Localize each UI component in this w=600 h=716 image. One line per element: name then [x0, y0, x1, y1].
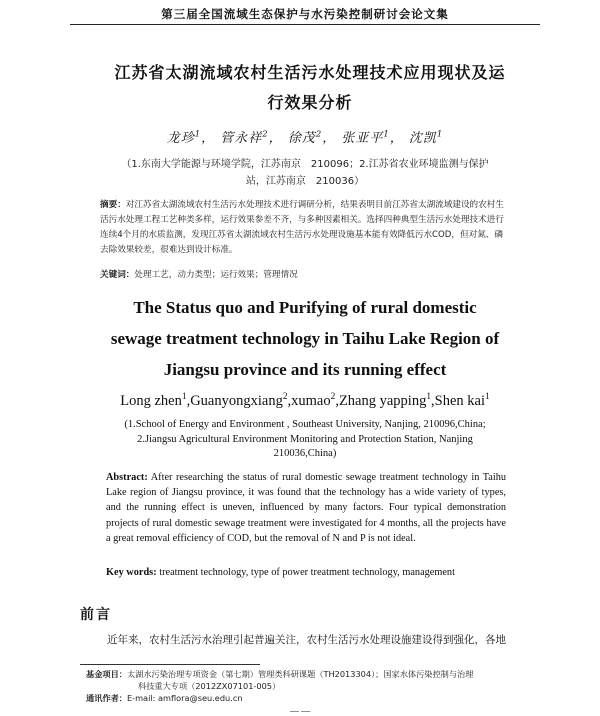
chinese-title-line-1: 江苏省太湖流域农村生活污水处理技术应用现状及运 — [114, 63, 506, 82]
chinese-author: 徐茂$^2$ — [287, 128, 323, 146]
footnote-fund-line-1: 太湖水污染治理专项资金（第七期）管理类科研课题（TH2013304）；国家水体污染控制与治理 — [126, 669, 474, 679]
footnote-contact-label: 通讯作者： — [86, 693, 127, 703]
chinese-author-list: 龙珍$^1$， 管永祥$^2$， 徐茂$^2$， 张亚平$^1$， 沈凯$^1$ — [166, 128, 444, 146]
english-title-line-2: sewage treatment technology in Taihu Lake Region of — [110, 329, 500, 348]
footnote-fund-label: 基金项目： — [86, 669, 127, 679]
chinese-author: 张亚平$^1$ — [341, 128, 390, 146]
section-heading: 前言 — [80, 607, 112, 623]
chinese-affiliation-line-2: 站，江苏南京 210036） — [245, 176, 365, 187]
chinese-affiliation-line-1: （1.东南大学能源与环境学院，江苏南京 210096；2.江苏省农业环境监测与保护 — [121, 159, 489, 170]
header-rule — [70, 24, 540, 25]
english-author: Guanyongxiang$^2$, — [190, 392, 292, 409]
body-paragraph: 近年来，农村生活污水治理引起普遍关注，农村生活污水处理设施建设得到强化，各地 — [107, 634, 506, 646]
chinese-author: 龙珍$^1$ — [166, 128, 202, 146]
chinese-author: 管永祥$^2$ — [220, 128, 269, 146]
chinese-abstract-text: 对江苏省太湖流域农村生活污水处理技术进行调研分析，结果表明目前江苏省太湖流域建设的农村生活污水处理工程工艺种类多样，运行效果参差不齐，与多种因素相关。选择四种典型生活污水处理技术进行连续4个月的水质监测，发现江苏省太湖流域农村生活污水处理设施基本能有效降低污水COD，但对氮、磷去除效果较差，很难达到设计标准。 — [100, 200, 504, 255]
english-affiliation-line-3: 210036,China) — [273, 448, 337, 459]
english-affiliation-line-1: (1.School of Energy and Environment , Southeast University, Nanjing, 210096,China; — [124, 419, 486, 430]
english-abstract — [106, 470, 506, 546]
footnote-contact-email: E-mail: amflora@seu.edu.cn — [126, 693, 243, 703]
english-author: Zhang yapping$^1$, — [338, 392, 435, 409]
english-title-line-1: The Status quo and Purifying of rural domestic — [133, 298, 477, 317]
english-keywords-label: Key words: — [106, 567, 157, 578]
english-keywords-text: treatment technology, type of power treatment technology, management — [159, 567, 455, 578]
chinese-author: 沈凯$^1$ — [408, 128, 444, 146]
chinese-title-line-2: 行效果分析 — [267, 93, 353, 112]
chinese-keywords-label: 关键词： — [100, 270, 135, 280]
running-header: 第三届全国流域生态保护与水污染控制研讨会论文集 — [161, 7, 449, 21]
footnote-fund — [86, 669, 536, 680]
chinese-abstract — [100, 198, 510, 258]
english-keywords — [106, 567, 506, 578]
english-author-list — [80, 393, 530, 410]
chinese-keywords — [100, 268, 510, 280]
english-affiliation-line-2: 2.Jiangsu Agricultural Environment Monitoring and Protection Station, Nanjing — [137, 434, 473, 445]
english-abstract-label: Abstract: — [106, 472, 148, 483]
footnote-fund-line-2: 科技重大专项（2012ZX07101-005） — [138, 681, 281, 691]
chinese-keywords-text: 处理工艺，动力类型；运行效果；管理情况 — [134, 270, 298, 280]
english-author: Shen kai$^1$ — [434, 392, 490, 409]
english-title-line-3: Jiangsu province and its running effect — [163, 360, 447, 379]
chinese-abstract-label: 摘要： — [100, 200, 126, 210]
english-author: xumao$^2$, — [291, 392, 339, 409]
footnote-contact — [86, 693, 536, 704]
footnote-rule — [80, 664, 260, 665]
page-number: — — — [290, 706, 311, 716]
english-author: Long zhen$^1$, — [120, 392, 191, 409]
english-abstract-text: After researching the status of rural domestic sewage treatment technology in Taihu Lake region of Jiangsu province, it was found that the technology has a wide variety of types, and the running effect is uneven, influenced by many factors. Four typical demonstration projects of rural domestic sewage treatment were investigated for 4 months, all the projects have a great removal efficiency of COD, but the removal of N and P is not ideal. — [106, 472, 506, 544]
